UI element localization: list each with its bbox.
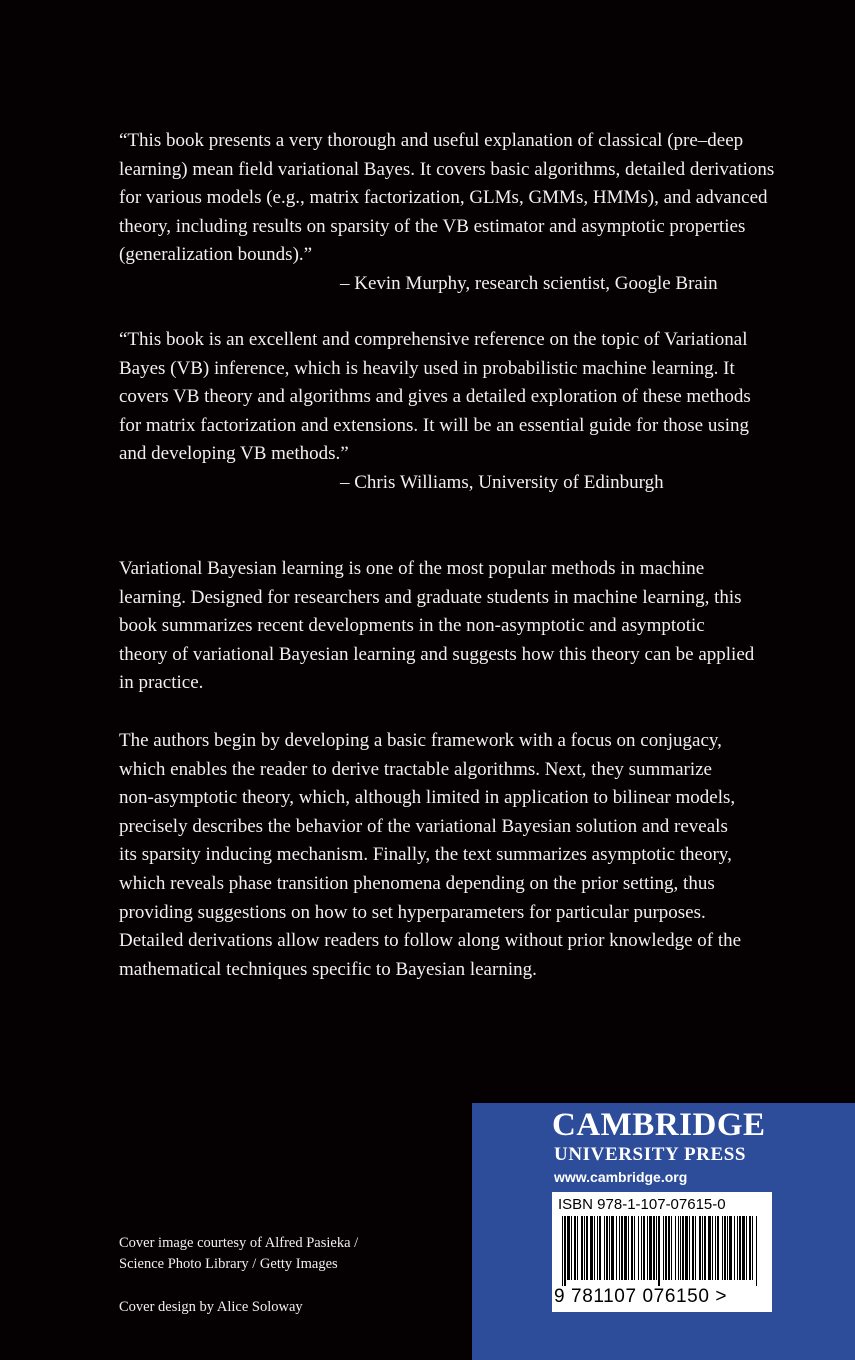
paragraph-line: The authors begin by developing a basic framework with a focus on conjugacy, — [119, 730, 722, 751]
paragraph-line: precisely describes the behavior of the variational Bayesian solution and reveals — [119, 815, 728, 837]
barcode-bar — [675, 1216, 676, 1280]
quote-line: theory, including results on sparsity of the VB estimator and asymptotic properties — [119, 215, 746, 237]
barcode-bar — [628, 1216, 629, 1280]
barcode-bar — [624, 1216, 627, 1280]
barcode-bar — [641, 1216, 642, 1280]
barcode-bar — [756, 1216, 757, 1286]
barcode-bar — [715, 1216, 716, 1280]
barcode-bar — [577, 1216, 578, 1280]
cover-image-credit — [119, 1233, 358, 1275]
barcode-bar — [604, 1216, 605, 1280]
barcode-bar — [727, 1216, 728, 1280]
barcode-bar — [734, 1216, 735, 1280]
paragraph-line: providing suggestions on how to set hyperparameters for particular purposes. — [119, 901, 706, 923]
barcode-bar — [599, 1216, 601, 1280]
barcode-bar — [739, 1216, 741, 1280]
barcode-bar — [619, 1216, 620, 1280]
barcode-bar — [752, 1216, 753, 1280]
barcode-bar — [742, 1216, 745, 1280]
endorsement-murphy — [119, 127, 819, 299]
barcode-bar — [571, 1216, 572, 1280]
barcode-bar — [586, 1216, 588, 1280]
quote-attribution: – Chris Williams, University of Edinburgh — [340, 471, 664, 493]
barcode-bar — [749, 1216, 751, 1280]
cover-design-credit — [119, 1297, 303, 1318]
barcode-bar — [621, 1216, 623, 1280]
barcode-bar — [606, 1216, 608, 1280]
barcode-bar — [665, 1216, 667, 1280]
paragraph-line: theory of variational Bayesian learning and suggests how this theory can be applied — [119, 643, 755, 665]
quote-line: for matrix factorization and extensions. It will be an essential guide for those using — [119, 414, 749, 436]
paragraph-line: its sparsity inducing mechanism. Finally, the text summarizes asymptotic theory, — [119, 844, 732, 866]
endorsement-williams — [119, 326, 819, 498]
barcode-bar — [668, 1216, 670, 1280]
barcode-bar — [702, 1216, 703, 1280]
barcode-bar — [699, 1216, 701, 1280]
barcode-bar — [584, 1216, 585, 1280]
barcode-bar — [689, 1216, 690, 1280]
barcode-bar — [634, 1216, 635, 1280]
barcode-bar — [746, 1216, 747, 1280]
paragraph-line: book summarizes recent developments in the non-asymptotic and asymptotic — [119, 615, 705, 637]
barcode-bar — [564, 1216, 566, 1286]
barcode-bar — [581, 1216, 583, 1280]
quote-line: “This book presents a very thorough and useful explanation of classical (pre–deep — [119, 130, 744, 151]
credit-line: Cover image courtesy of Alfred Pasieka / — [119, 1235, 359, 1251]
barcode-bar — [722, 1216, 723, 1280]
barcode-bar — [594, 1216, 595, 1280]
barcode-bar — [643, 1216, 645, 1280]
paragraph-line: non-asymptotic theory, which, although limited in application to bilinear models, — [119, 787, 736, 809]
barcode-bar — [708, 1216, 711, 1280]
barcode-bar — [682, 1216, 684, 1280]
paragraph-line: Detailed derivations allow readers to follow along without prior knowledge of the — [119, 930, 742, 952]
quote-line: Bayes (VB) inference, which is heavily used in probabilistic machine learning. It — [119, 357, 735, 379]
publisher-subtitle: UNIVERSITY PRESS — [554, 1144, 747, 1165]
barcode-bar — [611, 1216, 614, 1280]
barcode-bar — [712, 1216, 713, 1280]
barcode-bar — [638, 1216, 639, 1280]
barcode-bar — [724, 1216, 726, 1280]
barcode-bar — [631, 1216, 633, 1280]
quote-line: for various models (e.g., matrix factorization, GLMs, GMMs, HMMs), and advanced — [119, 187, 768, 209]
quote-line: learning) mean field variational Bayes. It covers basic algorithms, detailed derivations — [119, 158, 775, 180]
paragraph-line: learning. Designed for researchers and graduate students in machine learning, this — [119, 586, 742, 608]
barcode-bar — [658, 1216, 660, 1286]
description-paragraph-2 — [119, 727, 819, 984]
quote-line: “This book is an excellent and comprehensive reference on the topic of Variational — [119, 329, 748, 350]
quote-line: and developing VB methods.” — [119, 443, 349, 465]
description-paragraph-1 — [119, 555, 819, 698]
barcode-bar — [616, 1216, 617, 1280]
credit-line: Cover design by Alice Soloway — [119, 1299, 303, 1315]
quote-line: covers VB theory and algorithms and gives a detailed exploration of these methods — [119, 386, 751, 408]
publisher-box — [472, 1103, 855, 1360]
barcode-bar — [692, 1216, 694, 1280]
barcode-bar — [574, 1216, 576, 1280]
paragraph-line: in practice. — [119, 672, 204, 694]
barcode-bar — [663, 1216, 664, 1280]
quote-attribution: – Kevin Murphy, research scientist, Google Brain — [340, 272, 718, 294]
barcode-bar — [609, 1216, 610, 1280]
barcode-bar — [590, 1216, 593, 1280]
quote-line: (generalization bounds).” — [119, 244, 313, 266]
barcode-bar — [597, 1216, 598, 1280]
barcode-bar — [737, 1216, 738, 1280]
barcode-bar — [717, 1216, 719, 1280]
barcode-bar — [656, 1216, 657, 1280]
barcode-bar — [678, 1216, 679, 1280]
paragraph-line: mathematical techniques specific to Bayesian learning. — [119, 958, 537, 980]
barcode-bar — [680, 1216, 681, 1280]
barcode-panel — [552, 1192, 772, 1312]
publisher-name: CAMBRIDGE — [552, 1107, 766, 1143]
barcode-bar — [695, 1216, 696, 1280]
barcode-bar — [562, 1216, 563, 1286]
barcode-bar — [729, 1216, 732, 1280]
barcode-icon — [558, 1216, 764, 1286]
barcode-bar — [653, 1216, 655, 1280]
publisher-url: www.cambridge.org — [554, 1169, 688, 1185]
barcode-bar — [685, 1216, 688, 1280]
paragraph-line: Variational Bayesian learning is one of the most popular methods in machine — [119, 558, 705, 579]
credit-line: Science Photo Library / Getty Images — [119, 1256, 338, 1272]
isbn-label: ISBN 978-1-107-07615-0 — [558, 1196, 726, 1213]
barcode-bar — [704, 1216, 706, 1280]
barcode-digits: 9 781107 076150 > — [554, 1286, 728, 1307]
barcode-bar — [567, 1216, 570, 1280]
barcode-bar — [647, 1216, 648, 1280]
barcode-bar — [649, 1216, 652, 1280]
barcode-bar — [671, 1216, 672, 1280]
paragraph-line: which enables the reader to derive tractable algorithms. Next, they summarize — [119, 758, 712, 780]
paragraph-line: which reveals phase transition phenomena depending on the prior setting, thus — [119, 872, 715, 894]
